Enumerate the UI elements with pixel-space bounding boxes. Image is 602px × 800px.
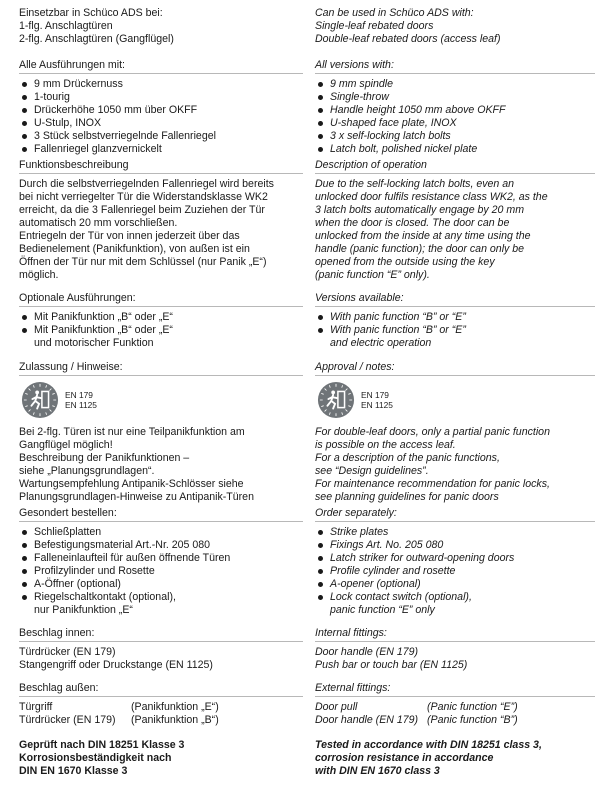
notes-line: For maintenance recommendation for panic locks, — [315, 478, 550, 490]
options-title: Optionale Ausführungen: — [19, 292, 303, 307]
list-item: 9 mm Drückernuss — [19, 78, 303, 91]
function-line: Durch die selbstverriegelnden Fallenriegel wird bereits — [19, 178, 274, 190]
list-item: U-shaped face plate, INOX — [315, 117, 595, 130]
usage-title: Can be used in Schüco ADS with: — [315, 7, 474, 19]
inner-fittings-title: Internal fittings: — [315, 627, 595, 642]
order-section — [19, 507, 303, 617]
fitting-row: Door handle (EN 179) (Panic function “B”) — [315, 714, 518, 726]
options-section — [315, 292, 595, 350]
list-item: Fixings Art. No. 205 080 — [315, 539, 595, 552]
notes-line: For double-leaf doors, only a partial panic function — [315, 426, 550, 438]
list-item: Profilzylinder und Rosette — [19, 565, 303, 578]
usage-line: Double-leaf rebated doors (access leaf) — [315, 33, 501, 45]
fitting-row: Türgriff (Panikfunktion „E“) — [19, 701, 219, 713]
list-item: Latch bolt, polished nickel plate — [315, 143, 595, 156]
outer-fittings-title: Beschlag außen: — [19, 682, 303, 697]
list-item: 3 x self-locking latch bolts — [315, 130, 595, 143]
list-item: 3 Stück selbstverriegelnde Fallenriegel — [19, 130, 303, 143]
notes-line: see “Design guidelines”. — [315, 465, 429, 477]
function-line: möglich. — [19, 269, 59, 281]
usage-line: 1-flg. Anschlagtüren — [19, 20, 113, 32]
list-item: Handle height 1050 mm above OKFF — [315, 104, 595, 117]
fitting-line: Door handle (EN 179) — [315, 646, 419, 658]
list-item: 1-tourig — [19, 91, 303, 104]
outer-fittings-section — [315, 682, 595, 727]
list-item: Fallenriegel glanzvernickelt — [19, 143, 303, 156]
tested-line: DIN EN 1670 Klasse 3 — [19, 765, 128, 777]
standard-label: EN 1125 — [65, 400, 97, 410]
german-column — [19, 7, 303, 778]
notes-line: Bei 2-flg. Türen ist nur eine Teilpanikfunktion am — [19, 426, 245, 438]
notes-line: Planungsgrundlagen-Hinweise zu Antipanik-Türen — [19, 491, 254, 503]
list-item: Profile cylinder and rosette — [315, 565, 595, 578]
list-item: Mit Panikfunktion „B“ oder „E“ — [19, 311, 303, 324]
function-line: handle (panic function); the door can only be — [315, 243, 525, 255]
fitting-line: Türdrücker (EN 179) — [19, 646, 116, 658]
tested-line: Geprüft nach DIN 18251 Klasse 3 — [19, 739, 185, 751]
fitting-line: Push bar or touch bar (EN 1125) — [315, 659, 468, 671]
list-item: Latch striker for outward-opening doors — [315, 552, 595, 565]
list-item: Schließplatten — [19, 526, 303, 539]
versions-title: Alle Ausführungen mit: — [19, 59, 303, 74]
notes-line: For a description of the panic functions, — [315, 452, 500, 464]
fitting-line: Stangengriff oder Druckstange (EN 1125) — [19, 659, 213, 671]
versions-title: All versions with: — [315, 59, 595, 74]
list-item: A-Öffner (optional) — [19, 578, 303, 591]
versions-section — [315, 59, 595, 156]
tested-line: corrosion resistance in accordance — [315, 752, 494, 764]
usage-title: Einsetzbar in Schüco ADS bei: — [19, 7, 163, 19]
usage-section — [19, 7, 303, 46]
list-item: Riegelschaltkontakt (optional), nur Panikfunktion „E“ — [19, 591, 303, 617]
options-section — [19, 292, 303, 350]
notes-line: Wartungsempfehlung Antipanik-Schlösser siehe — [19, 478, 244, 490]
list-item: Lock contact switch (optional), panic function “E” only — [315, 591, 595, 617]
order-title: Gesondert bestellen: — [19, 507, 303, 522]
function-line: 3 latch bolts automatically engage by 20 mm — [315, 204, 525, 216]
tested-section — [315, 739, 595, 778]
standard-label: EN 1125 — [361, 400, 393, 410]
list-item: U-Stulp, INOX — [19, 117, 303, 130]
function-line: Due to the self-locking latch bolts, even an — [315, 178, 515, 190]
usage-section — [315, 7, 595, 46]
options-title: Versions available: — [315, 292, 595, 307]
function-line: Entriegeln der Tür von innen jederzeit über das — [19, 230, 240, 242]
tested-line: Tested in accordance with DIN 18251 class 3, — [315, 739, 542, 751]
tested-line: with DIN EN 1670 class 3 — [315, 765, 440, 777]
notes-line: see planning guidelines for panic doors — [315, 491, 499, 503]
function-line: automatisch 20 mm vorschließen. — [19, 217, 178, 229]
emergency-exit-icon — [317, 381, 355, 419]
inner-fittings-section — [19, 627, 303, 672]
english-column — [315, 7, 595, 778]
notes-line: siehe „Planungsgrundlagen“. — [19, 465, 155, 477]
list-item: Drückerhöhe 1050 mm über OKFF — [19, 104, 303, 117]
order-title: Order separately: — [315, 507, 595, 522]
inner-fittings-section — [315, 627, 595, 672]
notes-line: is possible on the access leaf. — [315, 439, 456, 451]
list-item: With panic function “B” or “E” — [315, 311, 595, 324]
list-item: Falleneinlaufteil für außen öffnende Türen — [19, 552, 303, 565]
function-line: opened from the outside using the key — [315, 256, 495, 268]
approval-title: Zulassung / Hinweise: — [19, 361, 303, 376]
panic-exit-badge — [21, 380, 303, 420]
fitting-row: Door pull (Panic function “E”) — [315, 701, 518, 713]
standard-label: EN 179 — [361, 390, 389, 400]
standard-label: EN 179 — [65, 390, 93, 400]
function-title: Funktionsbeschreibung — [19, 159, 303, 174]
function-line: when the door is closed. The door can be — [315, 217, 510, 229]
usage-line: 2-flg. Anschlagtüren (Gangflügel) — [19, 33, 174, 45]
list-item: Strike plates — [315, 526, 595, 539]
inner-fittings-title: Beschlag innen: — [19, 627, 303, 642]
notes-line: Beschreibung der Panikfunktionen – — [19, 452, 190, 464]
fitting-row: Türdrücker (EN 179) (Panikfunktion „B“) — [19, 714, 219, 726]
function-line: Öffnen der Tür nur mit dem Schlüssel (nur Panik „E“) — [19, 256, 267, 268]
order-section — [315, 507, 595, 617]
function-line: erreicht, da die 3 Fallenriegel beim Zuziehen der Tür — [19, 204, 265, 216]
function-line: bei nicht verriegelter Tür die Widerstandsklasse WK2 — [19, 191, 268, 203]
list-item: Mit Panikfunktion „B“ oder „E“ und motorischer Funktion — [19, 324, 303, 350]
list-item: With panic function “B” or “E” and electric operation — [315, 324, 595, 350]
function-section — [19, 159, 303, 282]
versions-list — [19, 78, 303, 156]
approval-section — [315, 361, 595, 504]
usage-line: Single-leaf rebated doors — [315, 20, 434, 32]
approval-title: Approval / notes: — [315, 361, 595, 376]
function-line: unlocked door fulfils resistance class WK2, as the — [315, 191, 548, 203]
outer-fittings-section — [19, 682, 303, 727]
list-item: Befestigungsmaterial Art.-Nr. 205 080 — [19, 539, 303, 552]
function-title: Description of operation — [315, 159, 595, 174]
versions-section — [19, 59, 303, 156]
approval-section — [19, 361, 303, 504]
emergency-exit-icon — [21, 381, 59, 419]
tested-section — [19, 739, 303, 778]
list-item: A-opener (optional) — [315, 578, 595, 591]
function-line: Bedienelement (Panikfunktion), von außen ist ein — [19, 243, 250, 255]
panic-exit-badge — [317, 380, 595, 420]
function-line: unlocked from the inside at any time using the — [315, 230, 531, 242]
tested-line: Korrosionsbeständigkeit nach — [19, 752, 172, 764]
notes-line: Gangflügel möglich! — [19, 439, 113, 451]
outer-fittings-title: External fittings: — [315, 682, 595, 697]
list-item: Single-throw — [315, 91, 595, 104]
function-line: (panic function “E” only). — [315, 269, 430, 281]
function-section — [315, 159, 595, 282]
list-item: 9 mm spindle — [315, 78, 595, 91]
